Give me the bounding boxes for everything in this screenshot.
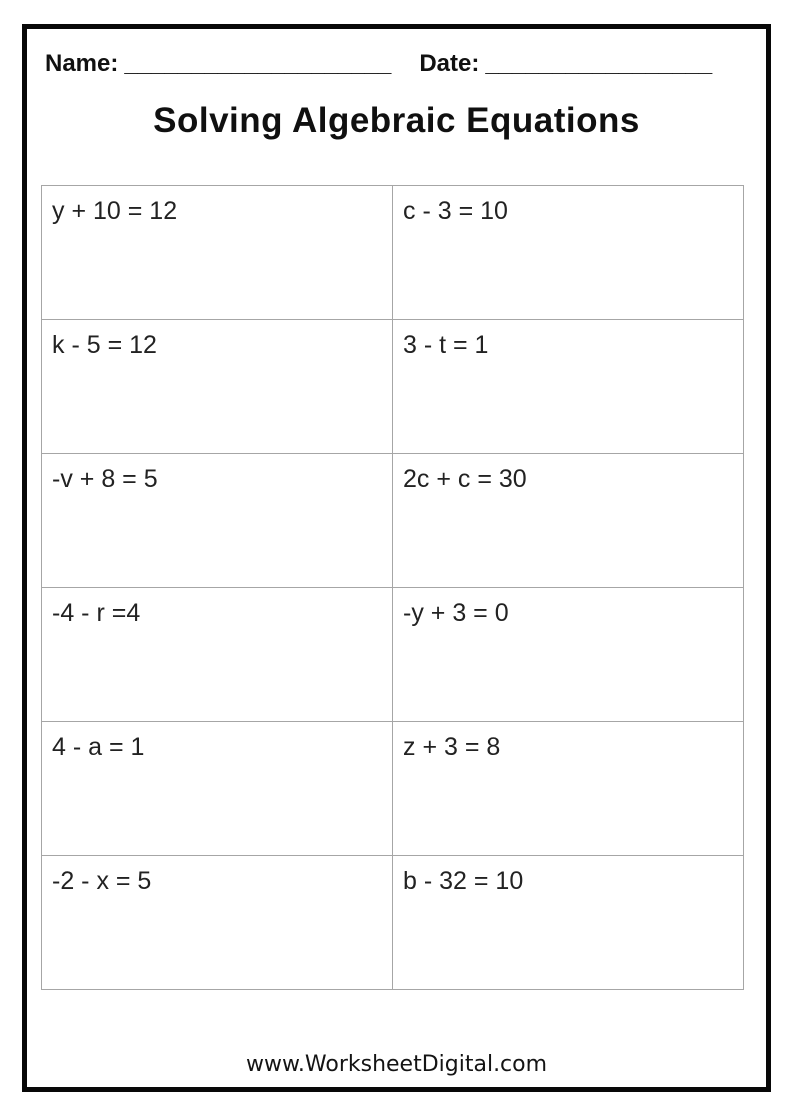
problem-cell-4 bbox=[393, 320, 744, 454]
problem-cell-12 bbox=[393, 856, 744, 990]
problems-grid bbox=[41, 185, 744, 990]
problem-cell-10 bbox=[393, 722, 744, 856]
equation-text: b - 32 = 10 bbox=[403, 867, 524, 895]
name-label: Name: bbox=[45, 50, 119, 77]
website-url: www.WorksheetDigital.com bbox=[245, 1052, 548, 1077]
equation-text: -4 - r =4 bbox=[52, 599, 141, 627]
equation-text: k - 5 = 12 bbox=[52, 331, 157, 359]
problem-cell-9 bbox=[42, 722, 393, 856]
header bbox=[27, 29, 766, 78]
footer bbox=[27, 1052, 766, 1077]
equation-text: 3 - t = 1 bbox=[403, 331, 489, 359]
equation-text: y + 10 = 12 bbox=[52, 197, 178, 225]
equation-text: -v + 8 = 5 bbox=[52, 465, 158, 493]
equation-text: 4 - a = 1 bbox=[52, 733, 145, 761]
problem-cell-7 bbox=[42, 588, 393, 722]
equation-text: 2c + c = 30 bbox=[403, 465, 527, 493]
equation-text: -2 - x = 5 bbox=[52, 867, 152, 895]
equation-text: -y + 3 = 0 bbox=[403, 599, 509, 627]
problem-cell-1 bbox=[42, 186, 393, 320]
problem-cell-5 bbox=[42, 454, 393, 588]
problem-cell-6 bbox=[393, 454, 744, 588]
equation-text: z + 3 = 8 bbox=[403, 733, 501, 761]
problem-cell-8 bbox=[393, 588, 744, 722]
date-label: Date: bbox=[419, 50, 480, 77]
name-blank-line: ____________________ bbox=[124, 50, 392, 77]
problem-cell-11 bbox=[42, 856, 393, 990]
problem-cell-2 bbox=[393, 186, 744, 320]
worksheet-page bbox=[22, 24, 771, 1092]
equation-text: c - 3 = 10 bbox=[403, 197, 508, 225]
problem-cell-3 bbox=[42, 320, 393, 454]
date-blank-line: _________________ bbox=[485, 50, 713, 77]
page-title: Solving Algebraic Equations bbox=[153, 101, 640, 140]
